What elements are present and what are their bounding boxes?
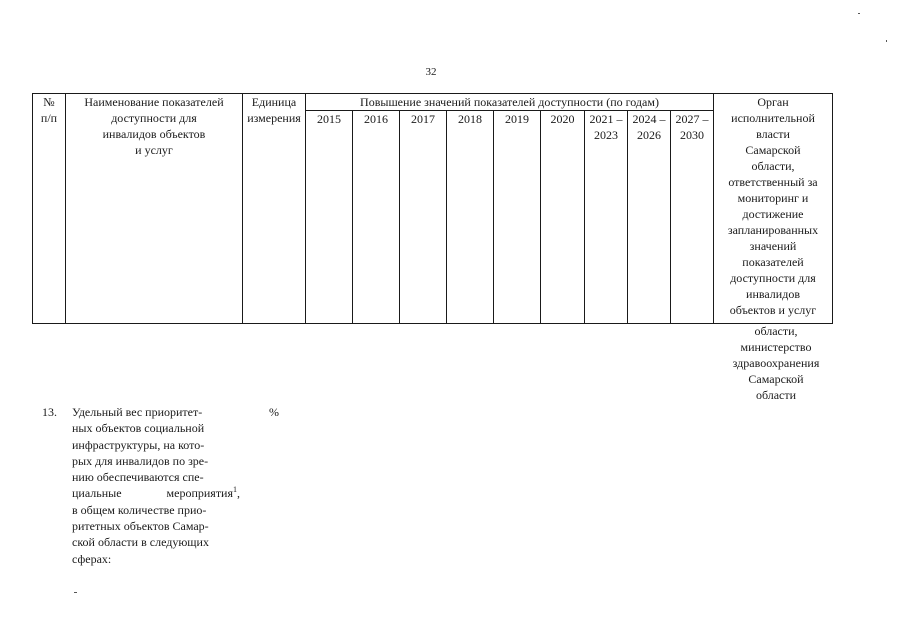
header-number-line1: № bbox=[43, 95, 55, 109]
year-header-2019 bbox=[494, 111, 541, 324]
row-13-name-line: ных объектов социальной bbox=[72, 421, 205, 436]
year-label: 2015 bbox=[317, 112, 341, 126]
header-number-line2: п/п bbox=[40, 111, 58, 125]
row-13-name-line: ской области в следующих bbox=[72, 535, 209, 550]
organ-continued-line: области bbox=[755, 388, 797, 402]
header-years-group: Повышение значений показателей доступности (по годам) bbox=[306, 94, 714, 111]
organ-line: Орган bbox=[757, 95, 789, 109]
organ-line: ответственный за bbox=[728, 175, 818, 189]
organ-line: запланированных bbox=[727, 223, 819, 237]
header-indicator-name-cell bbox=[66, 94, 243, 324]
header-name-line: доступности для bbox=[111, 111, 197, 125]
organ-line: значений bbox=[749, 239, 797, 253]
row-13-name-line: нию обеспечиваются спе- bbox=[72, 470, 204, 485]
year-header-2021-2023 bbox=[585, 111, 628, 324]
year-header-2018 bbox=[447, 111, 494, 324]
year-header-2027-2030 bbox=[671, 111, 714, 324]
organ-continued-text bbox=[716, 323, 836, 403]
year-label: 2024 – bbox=[632, 112, 666, 126]
page-number: 32 bbox=[425, 66, 437, 78]
header-name-line: Наименование показателей bbox=[84, 95, 224, 109]
year-label: 2017 bbox=[411, 112, 435, 126]
row-13-unit: % bbox=[269, 405, 279, 419]
year-label: 2021 – bbox=[589, 112, 623, 126]
organ-continued-line: министерство bbox=[740, 340, 812, 354]
year-label: 2030 bbox=[680, 128, 704, 142]
row-13-name-line: Удельный вес приоритет- bbox=[72, 405, 203, 419]
year-header-2017 bbox=[400, 111, 447, 324]
header-unit-line: Единица bbox=[251, 95, 297, 109]
year-header-2024-2026 bbox=[628, 111, 671, 324]
year-label: 2020 bbox=[550, 112, 575, 126]
header-name-line: и услуг bbox=[135, 143, 173, 157]
row-13-name-line: сферах: bbox=[72, 551, 112, 566]
row-13-name-word: мероприятия bbox=[166, 486, 233, 501]
organ-line: доступности для bbox=[730, 271, 816, 285]
footnote-mark[interactable]: 1 bbox=[233, 485, 237, 495]
organ-continued-line: здравоохранения bbox=[732, 356, 820, 370]
row-13-indicator-name bbox=[72, 404, 240, 567]
organ-line: показателей bbox=[742, 255, 804, 269]
year-label: 2026 bbox=[637, 128, 661, 142]
year-label: 2016 bbox=[364, 112, 388, 126]
accessibility-indicators-table bbox=[32, 93, 833, 324]
year-header-2015 bbox=[306, 111, 353, 324]
organ-continued-line: области, bbox=[754, 324, 798, 338]
organ-line: объектов и услуг bbox=[729, 303, 817, 317]
year-header-2020 bbox=[541, 111, 585, 324]
year-label: 2018 bbox=[458, 112, 482, 126]
scan-speck bbox=[886, 40, 887, 42]
year-header-2016 bbox=[353, 111, 400, 324]
year-label: 2023 bbox=[594, 128, 618, 142]
row-13-name-line: ритетных объектов Самар- bbox=[72, 519, 209, 534]
row-13-name-line: инфраструктуры, на кото- bbox=[72, 437, 205, 452]
header-organ-cell bbox=[714, 94, 833, 324]
organ-line: области, bbox=[751, 159, 795, 173]
row-13-name-line-footnote bbox=[72, 485, 240, 501]
scan-speck bbox=[74, 592, 77, 593]
year-label: 2027 – bbox=[675, 112, 709, 126]
row-13-name-line: в общем количестве прио- bbox=[72, 502, 207, 517]
header-name-line: инвалидов объектов bbox=[102, 127, 206, 141]
row-13-name-comma: , bbox=[237, 486, 240, 501]
header-unit-cell bbox=[243, 94, 306, 324]
header-number-cell bbox=[33, 94, 66, 324]
organ-line: власти bbox=[756, 127, 790, 141]
organ-line: мониторинг и bbox=[737, 191, 809, 205]
organ-line: инвалидов bbox=[746, 287, 800, 301]
header-unit-line: измерения bbox=[247, 111, 301, 125]
organ-line: Самарской bbox=[745, 143, 801, 157]
row-13-name-line: рых для инвалидов по зре- bbox=[72, 453, 209, 468]
row-13-number: 13. bbox=[42, 405, 57, 419]
organ-line: исполнительной bbox=[731, 111, 815, 125]
year-label: 2019 bbox=[505, 112, 529, 126]
scan-speck bbox=[858, 13, 860, 14]
organ-line: достижение bbox=[742, 207, 804, 221]
organ-continued-line: Самарской bbox=[748, 372, 804, 386]
row-13-name-word-with-footnote bbox=[167, 485, 240, 501]
row-13-name-word: циальные bbox=[72, 486, 122, 501]
